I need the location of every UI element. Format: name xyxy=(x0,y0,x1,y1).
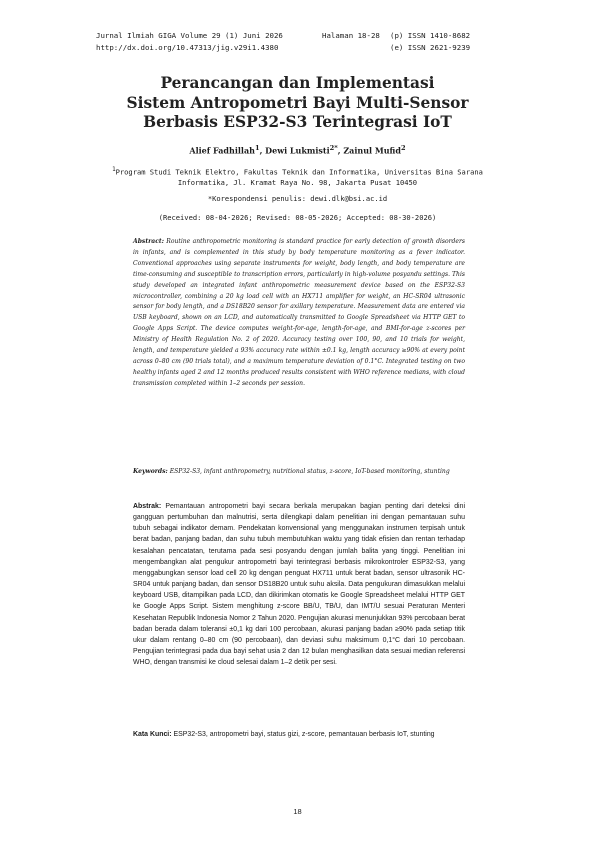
issn-print: (p) ISSN 1410-8682 xyxy=(390,31,471,40)
keywords-english xyxy=(133,467,465,478)
keywords-indonesian xyxy=(133,729,465,740)
abstract-label: Abstract: xyxy=(133,238,164,245)
affiliation xyxy=(110,165,485,188)
doi-link[interactable]: http://dx.doi.org/10.47313/jig.v29i1.4380 xyxy=(96,42,279,52)
affiliation-text: Program Studi Teknik Elektro, Fakultas Teknik dan Informatika, Universitas Bina Sarana Informatika, Jl. Kramat Raya No. 98, Jakarta Pusat 10450 xyxy=(115,167,483,188)
header-row-2 xyxy=(96,42,500,54)
author-affil-mark: 1 xyxy=(254,144,260,152)
page-range: Halaman 18-28 xyxy=(322,31,380,40)
author-name: Dewi Lukmisti xyxy=(265,145,330,156)
title-line: Perancangan dan Implementasi xyxy=(160,74,435,92)
title-line: Sistem Antropometri Bayi Multi-Sensor xyxy=(126,93,469,112)
journal-header xyxy=(96,30,500,53)
abstract-indonesian xyxy=(133,501,465,668)
abstrak-text: Pemantauan antropometri bayi secara berkala merupakan bagian penting dari deteksi dini gangguan pertumbuhan dan malnutrisi, serta dilengkapi dalam penelitian ini dengan pemantauan suhu tubuh sebagai indikator demam. Pendekatan konvensional yang menggunakan instrumen terpisah untuk berat badan, panjang badan, dan suhu tubuh membutuhkan waktu yang tidak efisien dan rentan terhadap kesalahan pencatatan, terutama pada sesi posyandu dengan jumlah balita yang tinggi. Penelitian ini mengembangkan alat pengukur antropometri bayi terintegrasi berbasis mikrokontroler ESP32-S3, yang menggabungkan sensor load cell 20 kg dengan penguat HX711 untuk berat badan, sensor ultrasonik HC-SR04 untuk panjang badan, dan sensor DS18B20 untuk suhu aksila. Data pengukuran dimasukkan melalui keyboard USB, ditampilkan pada LCD, dan dikirimkan otomatis ke Google Spreadsheet melalui HTTP GET ke Google Apps Script. Sistem menghitung z-score BB/U, TB/U, dan IMT/U sesuai Peraturan Menteri Kesehatan Republik Indonesia Nomor 2 Tahun 2020. Pengujian akurasi menunjukkan 93% percobaan berat badan berada dalam toleransi ±0,1 kg dari 100 percobaan, akurasi panjang badan ≥90% pada setiap titik ukur dalam rentang 0–80 cm (90 percobaan), dan deviasi suhu maksimum 0,1°C dari 10 percobaan. Pengujian terintegrasi pada dua bayi sehat usia 2 dan 12 bulan menghasilkan data sesuai median referensi WHO, dengan transmisi ke cloud selesai dalam 1–2 detik per sesi. xyxy=(133,503,465,667)
affiliation-mark: 1 xyxy=(112,167,116,173)
keywords-text: ESP32-S3, infant anthropometry, nutritional status, z-score, IoT-based monitoring, stunting xyxy=(167,468,450,475)
katakunci-label: Kata Kunci: xyxy=(133,731,172,738)
abstrak-label: Abstrak: xyxy=(133,503,162,510)
author-name: Zainul Mufid xyxy=(343,145,401,156)
keywords-label: Keywords: xyxy=(133,468,168,475)
author-affil-mark: 2* xyxy=(329,144,338,152)
paper-title xyxy=(60,74,535,133)
title-line: Berbasis ESP32-S3 Terintegrasi IoT xyxy=(143,113,452,131)
author-name: Alief Fadhillah xyxy=(189,145,255,156)
header-row-1 xyxy=(96,30,500,42)
submission-dates: (Received: 08-04-2026; Revised: 08-05-2026; Accepted: 08-30-2026) xyxy=(158,213,437,222)
author-list: Alief Fadhillah$^1$, Dewi Lukmisti$^{2*}$, Zainul Mufid$^2$ xyxy=(189,144,406,156)
author-affil-mark: 2 xyxy=(400,144,406,152)
journal-name: Jurnal Ilmiah GIGA Volume 29 (1) Juni 2026 xyxy=(96,31,283,40)
correspondence: *Korespondensi penulis: dewi.dlk@bsi.ac.id xyxy=(207,194,388,203)
abstract-english xyxy=(133,237,465,390)
abstract-text: Routine anthropometric monitoring is standard practice for early detection of growth disorders in infants, and is complemented in this study by body temperature monitoring as a fever indicator. Conventional approaches using separate instruments for weight, body length, and body temperature are time-consuming and susceptible to transcription errors, particularly in high-volume posyandu settings. This study developed an integrated infant anthropometric measurement device based on the ESP32-S3 microcontroller, combining a 20 kg load cell with an HX711 amplifier for weight, an HC-SR04 ultrasonic sensor for body length, and a DS18B20 sensor for axillary temperature. Measurement data are entered via USB keyboard, shown on an LCD, and automatically transmitted to Google Spreadsheet via HTTP GET to Google Apps Script. The device computes weight-for-age, length-for-age, and BMI-for-age z-scores per Ministry of Health Regulation No. 2 of 2020. Accuracy testing over 100, 90, and 10 trials for weight, length, and temperature yielded a 93% accuracy rate within ±0.1 kg, length accuracy ≥90% at every point across 0–80 cm (90 trials total), and a maximum temperature deviation of 0.1°C. Integrated testing on two healthy infants aged 2 and 12 months produced results consistent with WHO reference medians, with cloud transmission completed within 1–2 seconds per session. xyxy=(133,238,465,387)
issn-online: (e) ISSN 2621-9239 xyxy=(390,42,471,52)
page-number: 18 xyxy=(293,807,302,816)
katakunci-text: ESP32-S3, antropometri bayi, status gizi, z-score, pemantauan berbasis IoT, stunting xyxy=(171,731,435,738)
